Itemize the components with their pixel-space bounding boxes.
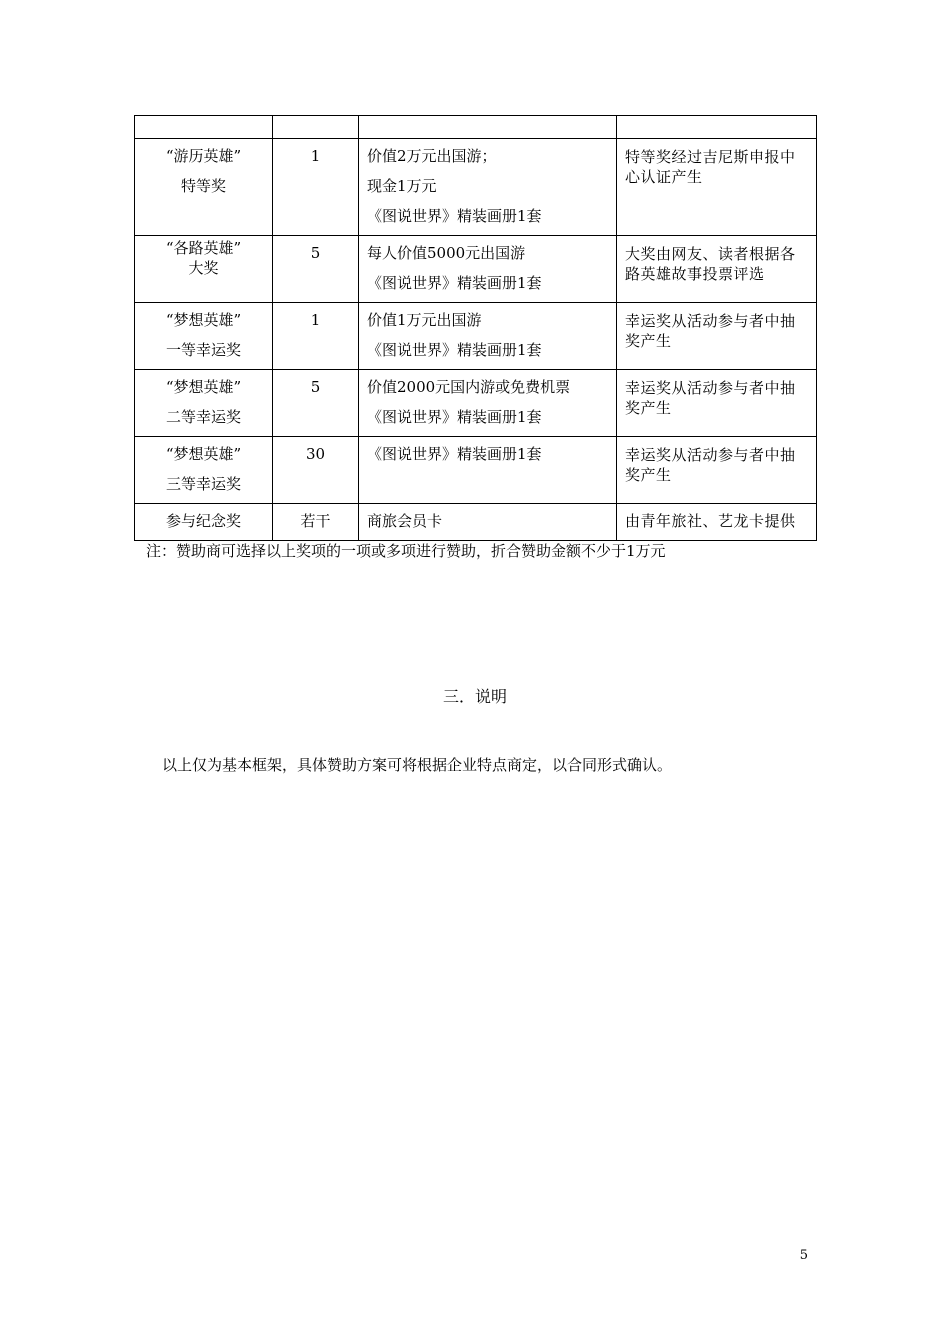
prize-line: 《图说世界》精装画册1套 <box>367 274 542 292</box>
award-note: 大奖由网友、读者根据各路英雄故事投票评选 <box>617 236 817 303</box>
award-name: “梦想英雄” <box>165 378 242 396</box>
award-name: “梦想英雄” <box>165 311 242 329</box>
award-note: 幸运奖从活动参与者中抽奖产生 <box>617 437 817 504</box>
prize-line: 每人价值5000元出国游 <box>367 244 526 262</box>
award-prize-cell <box>359 236 617 303</box>
award-name-cell <box>135 236 273 303</box>
prize-line: 商旅会员卡 <box>367 512 443 530</box>
award-name-cell <box>135 303 273 370</box>
award-note: 幸运奖从活动参与者中抽奖产生 <box>617 303 817 370</box>
table-row <box>135 139 817 236</box>
award-level: 二等幸运奖 <box>165 408 241 426</box>
prize-line: 《图说世界》精装画册1套 <box>367 341 542 359</box>
prize-table <box>134 115 817 541</box>
award-level: 特等奖 <box>180 177 226 195</box>
prize-line: 《图说世界》精装画册1套 <box>367 207 542 225</box>
footnote: 注：赞助商可选择以上奖项的一项或多项进行赞助，折合赞助金额不少于1万元 <box>146 542 666 560</box>
award-prize-cell <box>359 139 617 236</box>
award-count: 30 <box>273 437 359 504</box>
award-prize-cell <box>359 437 617 504</box>
award-name: “梦想英雄” <box>165 445 242 463</box>
prize-line: 价值2万元出国游； <box>367 147 497 165</box>
award-note: 由青年旅社、艺龙卡提供 <box>617 504 817 541</box>
prize-line: 现金1万元 <box>367 177 437 195</box>
award-prize-cell <box>359 504 617 541</box>
award-name-cell <box>135 139 273 236</box>
award-level: 大奖 <box>188 259 219 277</box>
table-cell <box>135 116 273 139</box>
table-cell <box>359 116 617 139</box>
section-body: 以上仅为基本框架，具体赞助方案可将根据企业特点商定，以合同形式确认。 <box>162 756 673 774</box>
award-name-cell <box>135 504 273 541</box>
table-cell <box>617 116 817 139</box>
award-name-cell <box>135 437 273 504</box>
award-note: 特等奖经过吉尼斯申报中心认证产生 <box>617 139 817 236</box>
table-row <box>135 303 817 370</box>
table-row <box>135 370 817 437</box>
table-row <box>135 504 817 541</box>
award-prize-cell <box>359 370 617 437</box>
award-level: 三等幸运奖 <box>165 475 241 493</box>
prize-line: 《图说世界》精装画册1套 <box>367 445 542 463</box>
table-row <box>135 236 817 303</box>
prize-line: 《图说世界》精装画册1套 <box>367 408 542 426</box>
table-header-row <box>135 116 817 139</box>
award-name: “各路英雄” <box>165 239 242 257</box>
award-name: 参与纪念奖 <box>165 512 241 530</box>
section-title: 三．说明 <box>442 687 507 706</box>
award-name-cell <box>135 370 273 437</box>
prize-line: 价值2000元国内游或免费机票 <box>367 378 571 396</box>
award-count: 5 <box>273 370 359 437</box>
award-count: 1 <box>273 139 359 236</box>
award-count: 若干 <box>273 504 359 541</box>
table-row <box>135 437 817 504</box>
award-name: “游历英雄” <box>165 147 242 165</box>
table-cell <box>273 116 359 139</box>
award-prize-cell <box>359 303 617 370</box>
award-count: 1 <box>273 303 359 370</box>
award-count: 5 <box>273 236 359 303</box>
award-note: 幸运奖从活动参与者中抽奖产生 <box>617 370 817 437</box>
page-number: 5 <box>799 1248 808 1263</box>
award-level: 一等幸运奖 <box>165 341 241 359</box>
prize-line: 价值1万元出国游 <box>367 311 482 329</box>
